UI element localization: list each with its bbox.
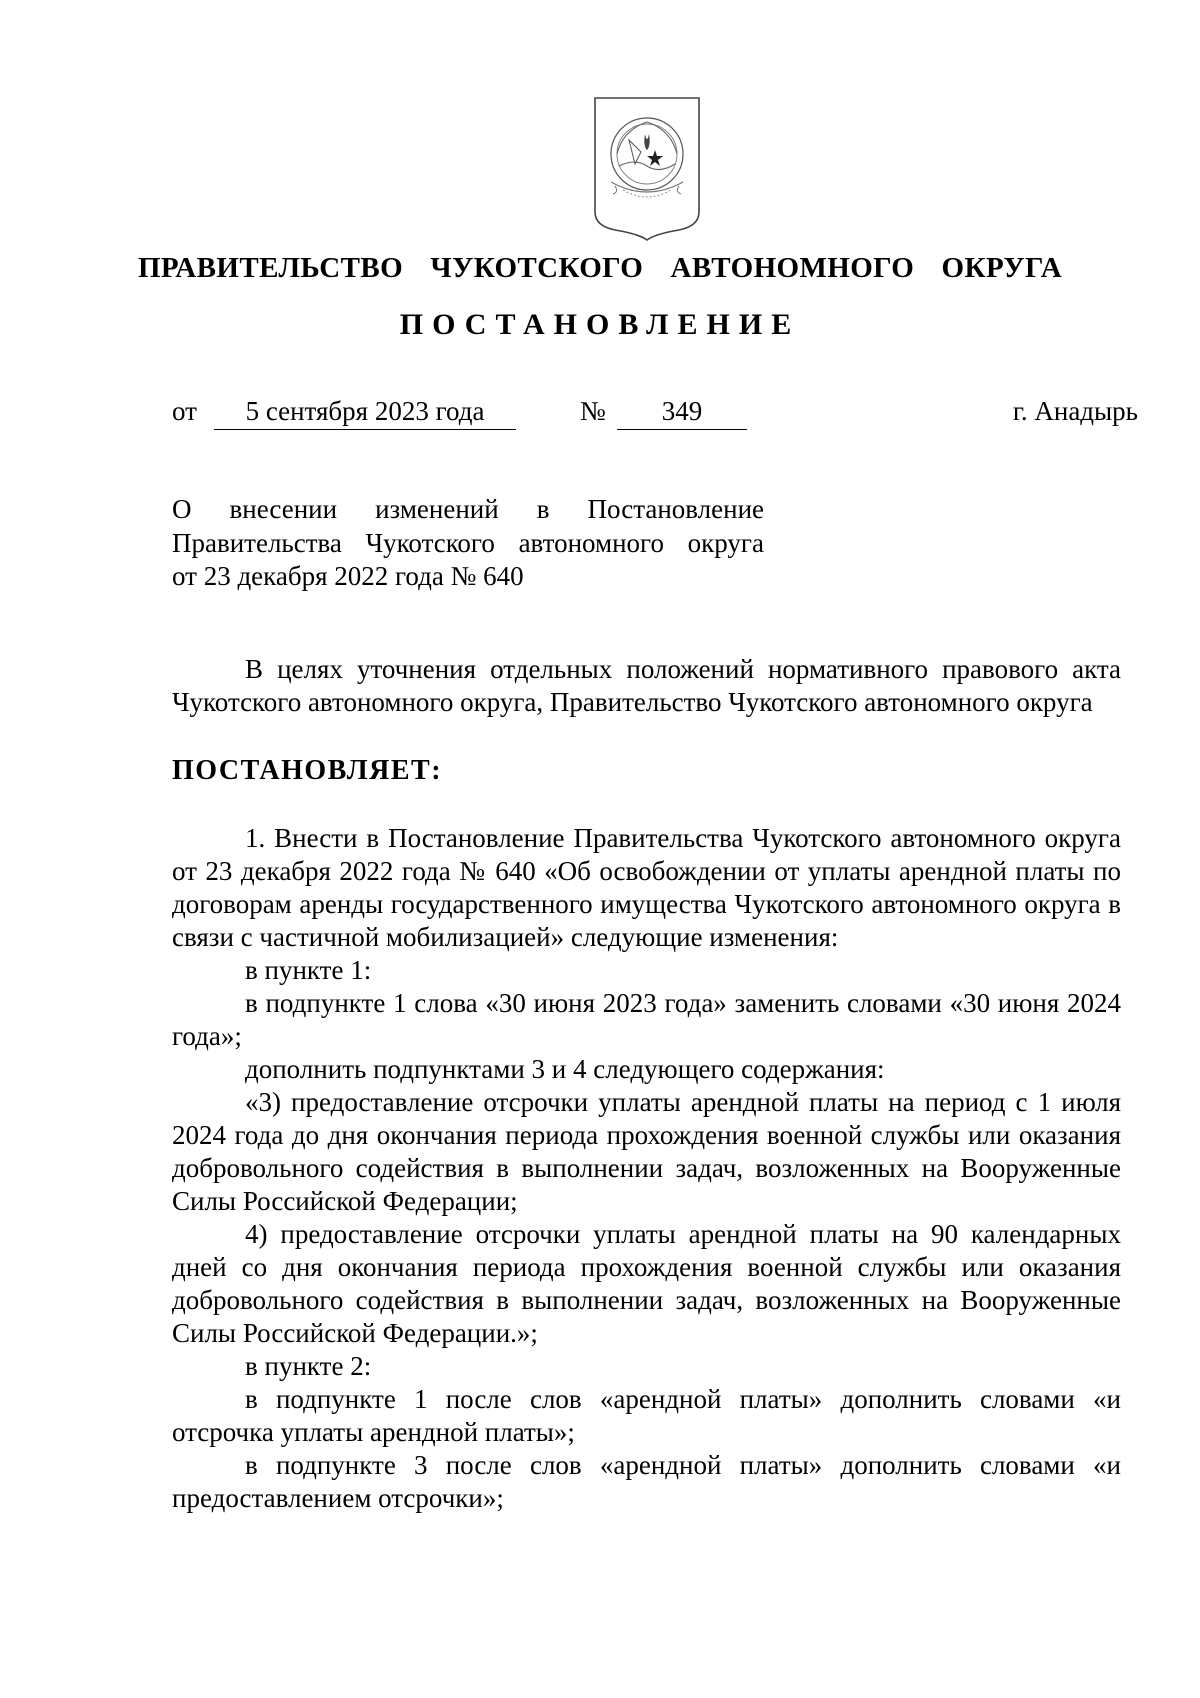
body-paragraph: дополнить подпунктами 3 и 4 следующего содержания: xyxy=(245,1054,885,1084)
document-body xyxy=(172,653,1121,1515)
document-city: г. Анадырь xyxy=(1012,396,1138,426)
subject-line: Правительства Чукотского автономного округа xyxy=(172,527,764,558)
body-paragraph: 4) предоставление отсрочки уплаты арендной платы на 90 календарных дней со дня окончания периода прохождения военной службы или оказания добровольного содействия в выполнении задач, возложенных на Вооруженные Силы Российской Федерации.»; xyxy=(172,1219,1121,1348)
date-prefix: от xyxy=(172,396,197,426)
body-paragraph: в пункте 1: xyxy=(245,955,372,985)
document-number: 349 xyxy=(617,393,747,430)
body-paragraph: 1. Внести в Постановление Правительства Чукотского автономного округа от 23 декабря 2022 года № 640 «Об освобождении от уплаты арендной платы по договорам аренды государственного имущества Чукотского автономного округа в связи с частичной мобилизацией» следующие изменения: xyxy=(172,823,1121,952)
document-date: 5 сентября 2023 года xyxy=(214,393,516,430)
body-paragraph: в пункте 2: xyxy=(245,1351,372,1381)
document-type-title: ПОСТАНОВЛЕНИЕ xyxy=(399,308,801,341)
body-paragraph: в подпункте 1 после слов «арендной платы» дополнить словами «и отсрочка уплаты арендной платы»; xyxy=(172,1384,1121,1447)
subject-line: О внесении изменений в Постановление xyxy=(172,494,764,524)
coat-of-arms-emblem xyxy=(589,94,705,242)
preamble-paragraph: В целях уточнения отдельных положений нормативного правового акта Чукотского автономного округа, Правительство Чукотского автономного округа xyxy=(172,654,1121,717)
document-subject xyxy=(172,493,764,594)
body-paragraph: в подпункте 3 после слов «арендной платы» дополнить словами «и предоставлением отсрочки»; xyxy=(172,1450,1121,1513)
subject-line: от 23 декабря 2022 года № 640 xyxy=(172,561,524,591)
organization-title: ПРАВИТЕЛЬСТВО ЧУКОТСКОГО АВТОНОМНОГО ОКРУГА xyxy=(137,252,1063,284)
body-paragraph: в подпункте 1 слова «30 июня 2023 года» заменить словами «30 июня 2024 года»; xyxy=(172,988,1121,1051)
number-prefix: № xyxy=(580,396,606,426)
resolves-heading: ПОСТАНОВЛЯЕТ: xyxy=(172,755,443,786)
body-paragraph: «3) предоставление отсрочки уплаты арендной платы на период с 1 июля 2024 года до дня окончания периода прохождения военной службы или оказания добровольного содействия в выполнении задач, возложенных на Вооруженные Силы Российской Федерации; xyxy=(172,1087,1121,1216)
